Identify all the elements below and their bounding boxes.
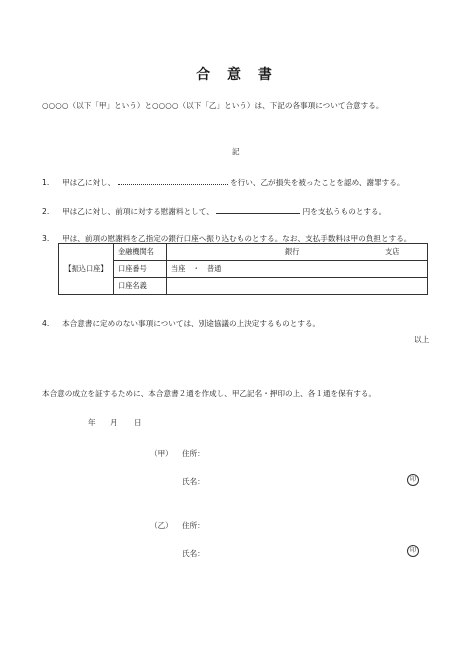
party-b-name-field[interactable]: [206, 546, 396, 557]
date-day: 日: [134, 418, 142, 427]
item-2-number: 2.: [42, 207, 50, 216]
document-title: 合 意 書: [196, 67, 278, 83]
item-2-text-pre: 甲は乙に対し、前項に対する慰謝料として、: [62, 207, 214, 216]
item-4: [42, 318, 320, 329]
item-2: [42, 205, 386, 217]
item-4-text: 本合意書に定めのない事項については、別途協議の上決定するものとする。: [62, 319, 321, 328]
account-type-field[interactable]: 当座 ・ 普通: [167, 261, 428, 278]
item-3-text: 甲は、前項の慰謝料を乙指定の銀行口座へ振り込むものとする。なお、支払手数料は甲の負担とする。: [62, 234, 412, 243]
item-1-text-pre: 甲は乙に対し、: [62, 178, 116, 187]
party-a-address-field[interactable]: [206, 446, 396, 457]
item-1: [42, 176, 404, 188]
party-b-address-label: 住所：: [182, 521, 205, 530]
party-a-seal-icon: 印: [407, 474, 419, 486]
bank-name-label: 金融機関名: [114, 244, 167, 261]
date-month: 月: [110, 418, 118, 427]
bank-name-field[interactable]: [167, 244, 428, 261]
party-a-name-field[interactable]: [206, 474, 396, 485]
account-holder-field[interactable]: [167, 278, 428, 295]
ki-heading: 記: [232, 147, 240, 156]
account-holder-row: [59, 278, 428, 295]
item-4-number: 4.: [42, 319, 50, 328]
item-1-number: 1.: [42, 178, 50, 187]
item-1-blank-field[interactable]: [118, 176, 228, 185]
item-1-text-post: を行い、乙が損失を被ったことを認め、謝罪する。: [230, 178, 405, 187]
bank-account-table: [58, 243, 428, 295]
party-a-tag: （甲）: [150, 449, 173, 458]
branch-word: 支店: [385, 247, 400, 256]
item-3-number: 3.: [42, 234, 50, 243]
account-holder-label: 口座名義: [114, 278, 167, 295]
ijo-closing-mark: 以上: [414, 335, 430, 344]
party-b-tag: （乙）: [150, 521, 173, 530]
bank-name-row: [59, 244, 428, 261]
account-number-row: [59, 261, 428, 278]
party-a-name-label: 氏名：: [182, 477, 205, 486]
intro-paragraph: ○○○○（以下「甲」という）と○○○○（以下「乙」という）は、下記の各事項について合意する。: [42, 101, 384, 110]
account-number-label: 口座番号: [114, 261, 167, 278]
party-b-seal-icon: 印: [407, 545, 419, 557]
item-2-text-post: 円を支払うものとする。: [302, 207, 387, 216]
party-a-address-label: 住所：: [182, 449, 205, 458]
party-b-address-field[interactable]: [206, 518, 396, 529]
date-year: 年: [88, 418, 96, 427]
item-2-amount-field[interactable]: [216, 205, 300, 214]
bank-word: 銀行: [285, 247, 300, 256]
party-b-name-label: 氏名：: [182, 549, 205, 558]
closing-paragraph: 本合意の成立を証するために、本合意書２通を作成し、甲乙記名・押印の上、各１通を保有する。: [42, 389, 377, 398]
account-label: 【振込口座】: [59, 244, 114, 295]
